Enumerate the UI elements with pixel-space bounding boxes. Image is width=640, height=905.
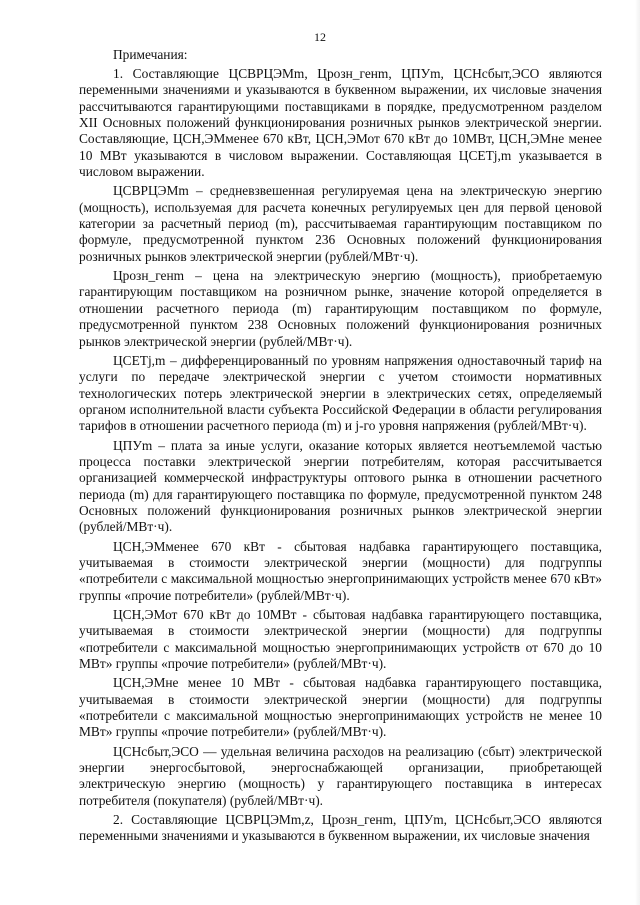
paragraph-components-2: 2. Составляющие ЦСВРЦЭМm,z, Црозн_генm, ЦПУm, ЦСНсбыт,ЭСО являются переменными значениями и указываются в буквенном выражении, их числовые значения [79,812,602,844]
paragraph-rozn-gen-definition: Црозн_генm – цена на электрическую энергию (мощность), приобретаемую гарантирующим поставщиком на розничном рынке, значение которой определяется в отношении расчетного периода (m) гарантирующим поставщиком по формуле, предусмотренной пунктом 238 Основных положений функционирования розничных рынков электрической энергии (рублей/МВт·ч). [79,268,602,349]
paragraph-markup-670-to-10mw: ЦСН,ЭМот 670 кВт до 10МВт - сбытовая надбавка гарантирующего поставщика, учитываемая в стоимости электрической энергии (мощности) для подгруппы «потребители с максимальной мощностью энергопринимающих устройств от 670 до 10 МВт» группы «прочие потребители» (рублей/МВт·ч). [79,607,602,672]
notes-heading: Примечания: [113,47,188,62]
paragraph-markup-over-10mw: ЦСН,ЭМне менее 10 МВт - сбытовая надбавка гарантирующего поставщика, учитываемая в стоимости электрической энергии (мощности) для подгруппы «потребители с максимальной мощностью энергопринимающих устройств не менее 10 МВт» группы «прочие потребители» (рублей/МВт·ч). [79,675,602,740]
paragraph-set-tariff-definition: ЦСЕТj,m – дифференцированный по уровням напряжения одноставочный тариф на услуги по передаче электрической энергии с учетом стоимости нормативных технологических потерь электрической энергии в электрических сетях, определяемый органом исполнительной власти субъекта Российской Федерации в области регулирования тарифов в отношении расчетного периода (m) и j-го уровня напряжения (рублей/МВт·ч). [79,352,602,434]
paragraph-pu-definition: ЦПУm – плата за иные услуги, оказание которых является неотъемлемой частью процесса поставки электрической энергии потребителям, которая рассчитывается организацией коммерческой инфраструктуры оптового рынка в отношении расчетного периода (m) для гарантирующего поставщика по формуле, предусмотренной пунктом 248 Основных положений функционирования розничных рынков электрической энергии (рублей/МВт·ч). [79,437,602,535]
scan-edge-shadow [635,0,640,905]
paragraph-eso-sales-costs: ЦСНсбыт,ЭСО — удельная величина расходов на реализацию (сбыт) электрической энергии энергосбытовой, энергоснабжающей организации, приобретающей электрическую энергию (мощность) у гарантирующего поставщика в интересах потребителя (покупателя) (рублей/МВт·ч). [79,743,602,808]
paragraph-components-1: 1. Составляющие ЦСВРЦЭМm, Црозн_генm, ЦПУm, ЦСНсбыт,ЭСО являются переменными значениями и указываются в буквенном выражении, их числовые значения рассчитываются гарантирующими поставщиками в порядке, предусмотренном разделом XII Основных положений функционирования розничных рынков электрической энергии. Составляющие, ЦСН,ЭМменее 670 кВт, ЦСН,ЭМот 670 кВт до 10МВт, ЦСН,ЭМне менее 10 МВт указываются в числовом выражении. Составляющая ЦСЕТj,m указывается в числовом выражении. [79,66,602,180]
page-number: 12 [314,30,326,44]
paragraph-markup-under-670: ЦСН,ЭМменее 670 кВт - сбытовая надбавка гарантирующего поставщика, учитываемая в стоимости электрической энергии (мощности) для подгруппы «потребители с максимальной мощностью энергопринимающих устройств менее 670 кВт» группы «прочие потребители» (рублей/МВт·ч). [79,538,602,603]
paragraph-svrcem-definition: ЦСВРЦЭМm – средневзвешенная регулируемая цена на электрическую энергию (мощность), используемая для расчета конечных регулируемых цен для первой ценовой категории за расчетный период (m), рассчитываемая гарантирующим поставщиком по формуле, предусмотренной пунктом 236 Основных положений функционирования розничных рынков электрической энергии (рублей/МВт·ч). [79,183,602,264]
